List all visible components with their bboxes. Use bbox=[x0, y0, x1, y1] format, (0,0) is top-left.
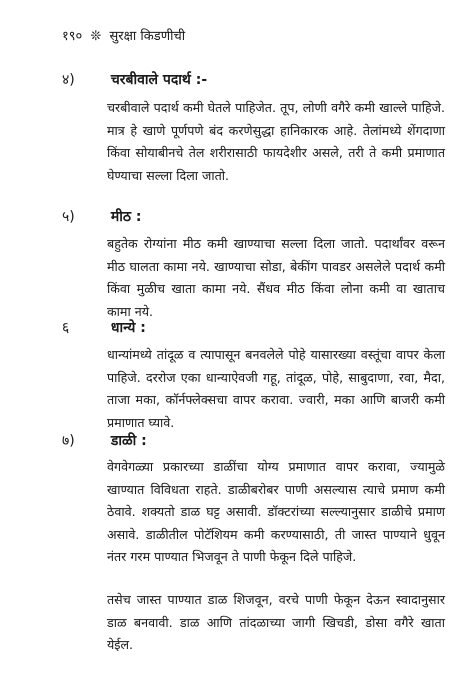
paragraph-grains: धान्यांमध्ये तांदूळ व त्यापासून बनवलेले पोहे यासारख्या वस्तूंचा वापर केला पाहिजे. दररोज एका धान्याऐवजी गहू, तांदूळ, पोहे, साबुदाणा, रवा, मैदा, ताजा मका, कॉर्नफ्लेक्सचा वापर करावा. ज्वारी, मका आणि बाजरी कमी प्रमाणात घ्यावे. bbox=[107, 347, 445, 430]
paragraph-salt: बहुतेक रोग्यांना मीठ कमी खाण्याचा सल्ला दिला जातो. पदार्थांवर वरून मीठ घालता कामा नये. खाण्याचा सोडा, बेकींग पावडर असलेले पदार्थ कमी किंवा मुळीच खाता कामा नये. सैंधव मीठ किंवा लोना कमी वा खाताच कामा नये. bbox=[107, 236, 445, 319]
section-title: डाळी : bbox=[110, 433, 147, 449]
paragraph-fats: चरबीवाले पदार्थ कमी घेतले पाहिजेत. तूप, लोणी वगैरे कमी खाल्ले पाहिजे. मात्र हे खाणे पूर्णपणे बंद करणेसुद्धा हानिकारक आहे. तेलांमध्ये शेंगदाणा किंवा सोयाबीनचे तेल शरीरासाठी फायदेशीर असले, तरी ते कमी प्रमाणात घेण्याचा सल्ला दिला जातो. bbox=[107, 100, 445, 183]
section-title: मीठ : bbox=[110, 209, 142, 225]
section-number: ४) bbox=[62, 72, 75, 88]
page-number: १९० bbox=[62, 29, 83, 44]
section-title: धान्ये : bbox=[110, 320, 146, 336]
paragraph-pulses-1: वेगवेगळ्या प्रकारच्या डाळींचा योग्य प्रमाणात वापर करावा, ज्यामुळे खाण्यात विविधता राहते. डाळीबरोबर पाणी असल्यास त्याचे प्रमाण कमी ठेवावे. शक्यतो डाळ घट्ट असावी. डॉक्टरांच्या सल्ल्यानुसार डाळीचे प्रमाण असावे. डाळीतील पोटॅशियम कमी करण्यासाठी, ती जास्त पाण्याने धुवून नंतर गरम पाण्यात भिजवून ते पाणी फेकून दिले पाहिजे. bbox=[107, 459, 445, 564]
paragraph-pulses-2: तसेच जास्त पाण्यात डाळ शिजवून, वरचे पाणी फेकून देऊन स्वादानुसार डाळ बनवावी. डाळ आणि तांदळाच्या जागी खिचडी, डोसा वगैरे खाता येईल. bbox=[107, 592, 445, 652]
section-heading-fats bbox=[62, 71, 207, 89]
ornament-separator: ❊ bbox=[90, 29, 102, 44]
book-title: सुरक्षा किडणीची bbox=[109, 29, 186, 44]
section-number: ७) bbox=[62, 433, 75, 449]
section-heading-grains bbox=[62, 319, 146, 337]
section-number: ५) bbox=[62, 209, 75, 225]
section-number: ६ bbox=[62, 320, 70, 336]
section-heading-salt bbox=[62, 208, 141, 226]
section-title: चरबीवाले पदार्थ :- bbox=[110, 72, 208, 88]
section-heading-pulses bbox=[62, 432, 147, 450]
running-header bbox=[62, 28, 185, 46]
